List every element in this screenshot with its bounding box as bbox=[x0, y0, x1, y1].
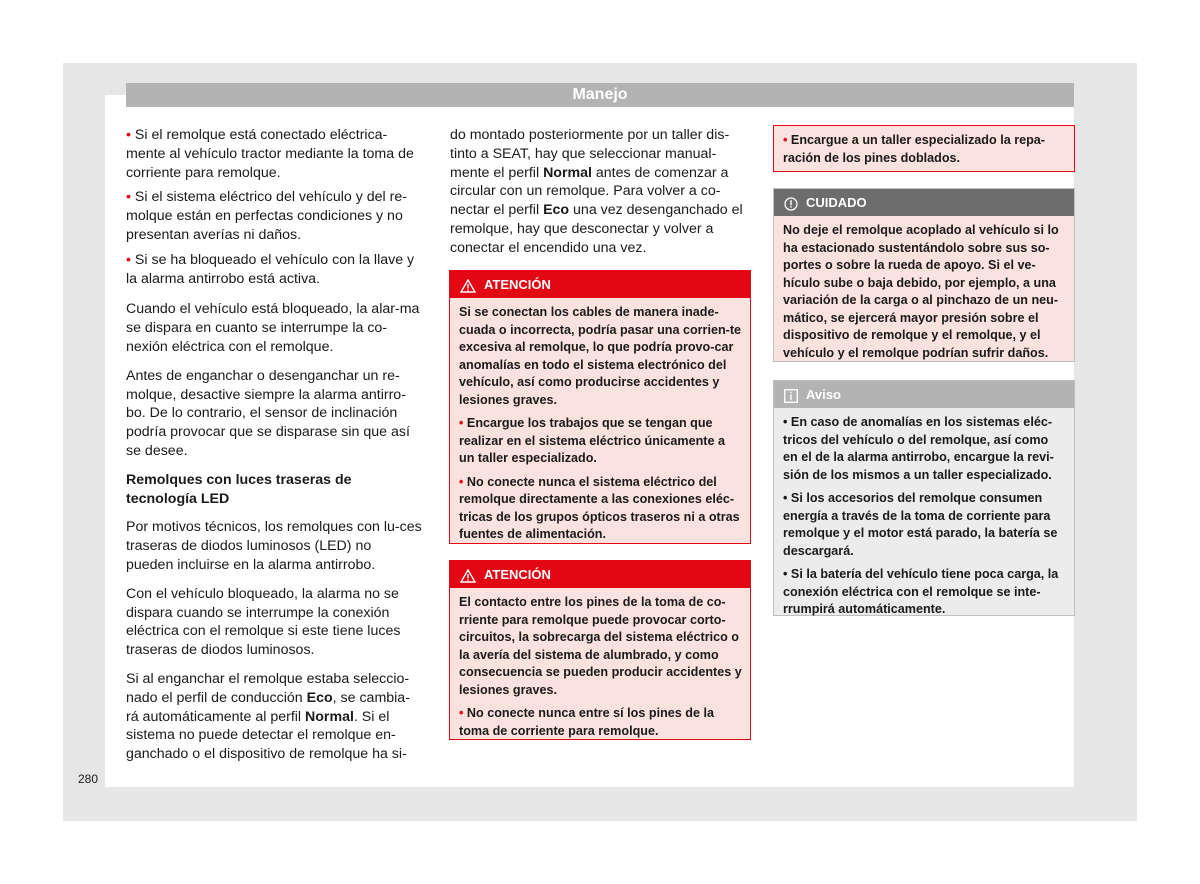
list-item: • Si el sistema eléctrico del vehículo y del re-molque están en perfectas condiciones y no presentan averías ni daños. bbox=[126, 189, 407, 243]
list-item: • Encargue los trabajos que se tengan que realizar en el sistema eléctrico únicamente a un taller especializado. bbox=[459, 416, 725, 465]
list-item: • Si los accesorios del remolque consumen energía a través de la toma de corriente para remolque y el motor está parado, la batería se descargará. bbox=[783, 491, 1058, 558]
paragraph: Cuando el vehículo está bloqueado, la alar-ma se dispara en cuanto se interrumpe la co-nexión eléctrica con el remolque. bbox=[126, 301, 420, 355]
bullet-icon: • bbox=[126, 251, 131, 268]
warning-box-2 bbox=[449, 560, 751, 740]
bullet-icon: • bbox=[126, 189, 131, 206]
list-item: • No conecte nunca entre sí los pines de la toma de corriente para remolque. bbox=[459, 706, 714, 738]
bullet-icon: • bbox=[459, 416, 464, 430]
caution-header: CUIDADO bbox=[774, 189, 1074, 216]
paragraph: Por motivos técnicos, los remolques con lu-ces traseras de diodos luminosos (LED) no pueden incluirse en la alarma antirrobo. bbox=[126, 519, 422, 573]
bullet-icon: • bbox=[783, 415, 788, 429]
warning-header: ATENCIÓN bbox=[450, 561, 750, 588]
paragraph: Si al enganchar el remolque estaba seleccio-nado el perfil de conducción Eco, se cambia-rá automáticamente al perfil Normal. Si el sistema no puede detectar el remolque en-ganchado o el dispositivo de remolque ha si- bbox=[126, 670, 410, 763]
warning-body: Si se conectan los cables de manera inade-cuada o incorrecta, podría pasar una corrien-te excesiva al remolque, lo que podría provo-car anomalías en todo el sistema electrónico del vehículo, así como producirse accidentes y lesiones graves. • Encargue los trabajos que se tengan que realizar en el sistema eléctrico únicamente a un taller especializado. • No conecte nunca el sistema eléctrico del remolque directamente a las conexiones eléc-tricas de los grupos ópticos traseros ni a otras fuentes de alimentación. bbox=[450, 298, 750, 556]
warning-continuation-box bbox=[773, 125, 1075, 172]
info-icon bbox=[784, 389, 798, 403]
paragraph: Con el vehículo bloqueado, la alarma no se dispara cuando se interrumpe la conexión eléctrica con el remolque si este tiene luces traseras de diodos luminosos. bbox=[126, 585, 401, 659]
page-frame-left bbox=[63, 63, 105, 821]
list-item: • No conecte nunca el sistema eléctrico del remolque directamente a las conexiones eléc-tricas de los grupos ópticos traseros ni a otras fuentes de alimentación. bbox=[459, 474, 740, 541]
bullet-icon: • bbox=[459, 474, 464, 489]
paragraph: Antes de enganchar o desenganchar un re-molque, desactive siempre la alarma antirro-bo. De lo contrario, el sensor de inclinación podría provocar que se disparase sin que así se desee. bbox=[126, 367, 410, 459]
caution-box bbox=[773, 188, 1075, 362]
notice-box bbox=[773, 380, 1075, 616]
notice-header: Aviso bbox=[774, 381, 1074, 408]
page-number: 280 bbox=[78, 772, 99, 786]
section-header: Manejo bbox=[126, 83, 1074, 107]
page-frame-right bbox=[1074, 63, 1137, 821]
page-frame-bottom bbox=[63, 787, 1137, 821]
subheading: Remolques con luces traseras de tecnología LED bbox=[126, 471, 352, 507]
paragraph: do montado posteriormente por un taller dis-tinto a SEAT, hay que seleccionar manual-mente el perfil Normal antes de comenzar a circular con un remolque. Para volver a co-nectar el perfil Eco una vez desenganchado el remolque, hay que desconectar y volver a conectar el encendido una vez. bbox=[450, 127, 743, 256]
bullet-icon: • bbox=[783, 567, 788, 581]
column-1 bbox=[126, 126, 422, 774]
list-item: • Si se ha bloqueado el vehículo con la llave y la alarma antirrobo está activa. bbox=[126, 251, 415, 287]
caution-circle-icon bbox=[784, 197, 798, 211]
list-item: • En caso de anomalías en los sistemas eléc-tricos del vehículo o del remolque, así como en el de la alarma antirrobo, encargue la revi-sión de los mismos a un taller especializado. bbox=[783, 415, 1054, 482]
warning-triangle-icon bbox=[460, 279, 476, 293]
warning-body: El contacto entre los pines de la toma de co-rriente para remolque puede provocar corto-circuitos, la sobrecarga del sistema eléctrico o la avería del sistema de alumbrado, y como consecuencia se pueden producir accidentes y lesiones graves. • No conecte nunca entre sí los pines de la toma de corriente para remolque. bbox=[450, 588, 750, 752]
bullet-icon: • bbox=[126, 127, 131, 143]
warning-box-1 bbox=[449, 270, 751, 544]
list-item: • Si el remolque está conectado eléctrica-mente al vehículo tractor mediante la toma de corriente para remolque. bbox=[126, 127, 414, 181]
bullet-icon: • bbox=[783, 491, 788, 505]
list-item: • Encargue a un taller especializado la repa-ración de los pines doblados. bbox=[783, 133, 1045, 165]
warning-triangle-icon bbox=[460, 569, 476, 583]
column-2 bbox=[450, 126, 745, 268]
bullet-icon: • bbox=[783, 133, 788, 147]
caution-body: No deje el remolque acoplado al vehículo si lo ha estacionado sustentándolo sobre sus so-portes o sobre la rueda de apoyo. Si el ve-hículo sube o baja debido, por ejemplo, a una variación de la carga o al pinchazo de un neu-mático, se ejercerá mayor presión sobre el dispositivo de remolque y el remolque, y el vehículo y el remolque podrían sufrir daños. bbox=[783, 223, 1059, 360]
warning-header: ATENCIÓN bbox=[450, 271, 750, 298]
list-item: • Si la batería del vehículo tiene poca carga, la conexión eléctrica con el remolque se inte-rrumpirá automáticamente. bbox=[783, 567, 1059, 616]
bullet-icon: • bbox=[459, 706, 464, 720]
notice-body bbox=[774, 408, 1074, 631]
